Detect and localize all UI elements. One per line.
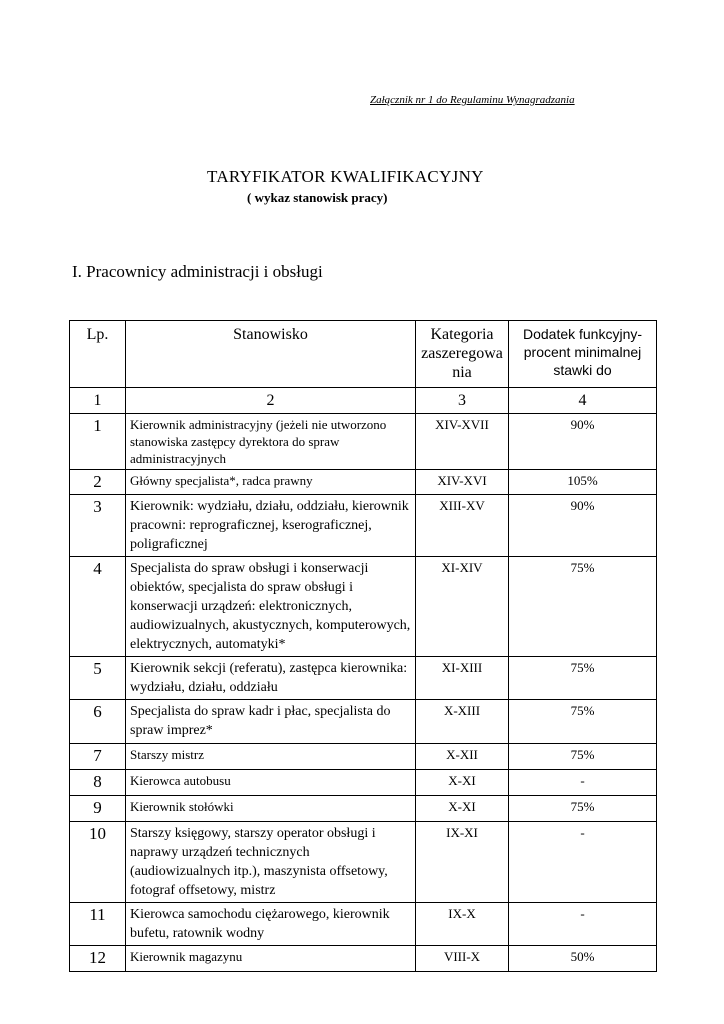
header-category: Kategoria zaszeregowa nia bbox=[416, 321, 509, 388]
row-lp: 10 bbox=[70, 822, 126, 903]
table-row bbox=[70, 657, 657, 700]
table-row bbox=[70, 796, 657, 822]
table-header-row bbox=[70, 321, 657, 388]
row-position: Kierownik: wydziału, działu, oddziału, kierownik pracowni: reprograficznej, kserograficznej, poligraficznej bbox=[126, 495, 416, 557]
row-bonus: 50% bbox=[509, 946, 657, 972]
row-position: Starszy mistrz bbox=[126, 744, 416, 770]
table-row bbox=[70, 700, 657, 744]
row-bonus: 75% bbox=[509, 744, 657, 770]
row-position: Kierownik administracyjny (jeżeli nie utworzono stanowiska zastępcy dyrektora do spraw administracyjnych bbox=[126, 414, 416, 470]
row-lp: 7 bbox=[70, 744, 126, 770]
column-number-row bbox=[70, 388, 657, 414]
row-category: XIII-XV bbox=[416, 495, 509, 557]
row-position: Główny specjalista*, radca prawny bbox=[126, 470, 416, 495]
row-bonus: 90% bbox=[509, 495, 657, 557]
row-category: XIV-XVI bbox=[416, 470, 509, 495]
table-row bbox=[70, 903, 657, 946]
document-title: TARYFIKATOR KWALIFIKACYJNY bbox=[207, 167, 484, 186]
row-category: IX-XI bbox=[416, 822, 509, 903]
table-row bbox=[70, 557, 657, 657]
row-lp: 9 bbox=[70, 796, 126, 822]
document-subtitle: ( wykaz stanowisk pracy) bbox=[247, 190, 388, 205]
table-row bbox=[70, 495, 657, 557]
row-category: IX-X bbox=[416, 903, 509, 946]
row-lp: 3 bbox=[70, 495, 126, 557]
row-position: Specjalista do spraw obsługi i konserwacji obiektów, specjalista do spraw obsługi i konserwacji urządzeń: elektronicznych, audiowizualnych, akustycznych, komputerowych, elektrycznych, automatyki* bbox=[126, 557, 416, 657]
row-bonus: 105% bbox=[509, 470, 657, 495]
column-number: 2 bbox=[126, 388, 416, 414]
row-bonus: 75% bbox=[509, 796, 657, 822]
row-lp: 6 bbox=[70, 700, 126, 744]
row-position: Kierownik sekcji (referatu), zastępca kierownika: wydziału, działu, oddziału bbox=[126, 657, 416, 700]
row-category: VIII-X bbox=[416, 946, 509, 972]
row-position: Specjalista do spraw kadr i płac, specjalista do spraw imprez* bbox=[126, 700, 416, 744]
table-row bbox=[70, 744, 657, 770]
row-bonus: 75% bbox=[509, 557, 657, 657]
row-lp: 4 bbox=[70, 557, 126, 657]
qualification-table bbox=[69, 320, 657, 972]
header-bonus: Dodatek funkcyjny- procent minimalnej stawki do bbox=[509, 321, 657, 388]
row-category: XI-XIV bbox=[416, 557, 509, 657]
row-position: Starszy księgowy, starszy operator obsługi i naprawy urządzeń technicznych (audiowizualnych itp.), maszynista offsetowy, fotograf offsetowy, mistrz bbox=[126, 822, 416, 903]
row-category: X-XIII bbox=[416, 700, 509, 744]
row-bonus: 75% bbox=[509, 700, 657, 744]
row-category: X-XII bbox=[416, 744, 509, 770]
row-category: X-XI bbox=[416, 796, 509, 822]
table-row bbox=[70, 414, 657, 470]
header-position: Stanowisko bbox=[126, 321, 416, 388]
row-bonus: - bbox=[509, 770, 657, 796]
row-position: Kierownik magazynu bbox=[126, 946, 416, 972]
row-lp: 2 bbox=[70, 470, 126, 495]
row-lp: 5 bbox=[70, 657, 126, 700]
row-bonus: 75% bbox=[509, 657, 657, 700]
section-heading: I. Pracownicy administracji i obsługi bbox=[72, 262, 323, 281]
column-number: 3 bbox=[416, 388, 509, 414]
row-position: Kierownik stołówki bbox=[126, 796, 416, 822]
row-bonus: - bbox=[509, 822, 657, 903]
table-row bbox=[70, 822, 657, 903]
annex-note: Załącznik nr 1 do Regulaminu Wynagradzania bbox=[370, 94, 575, 106]
table-row bbox=[70, 770, 657, 796]
table-row bbox=[70, 470, 657, 495]
row-category: XIV-XVII bbox=[416, 414, 509, 470]
column-number: 4 bbox=[509, 388, 657, 414]
row-bonus: - bbox=[509, 903, 657, 946]
row-lp: 1 bbox=[70, 414, 126, 470]
row-lp: 12 bbox=[70, 946, 126, 972]
row-position: Kierowca autobusu bbox=[126, 770, 416, 796]
table-row bbox=[70, 946, 657, 972]
row-category: XI-XIII bbox=[416, 657, 509, 700]
row-bonus: 90% bbox=[509, 414, 657, 470]
row-lp: 8 bbox=[70, 770, 126, 796]
column-number: 1 bbox=[70, 388, 126, 414]
row-category: X-XI bbox=[416, 770, 509, 796]
row-lp: 11 bbox=[70, 903, 126, 946]
row-position: Kierowca samochodu ciężarowego, kierownik bufetu, ratownik wodny bbox=[126, 903, 416, 946]
header-lp: Lp. bbox=[70, 321, 126, 388]
